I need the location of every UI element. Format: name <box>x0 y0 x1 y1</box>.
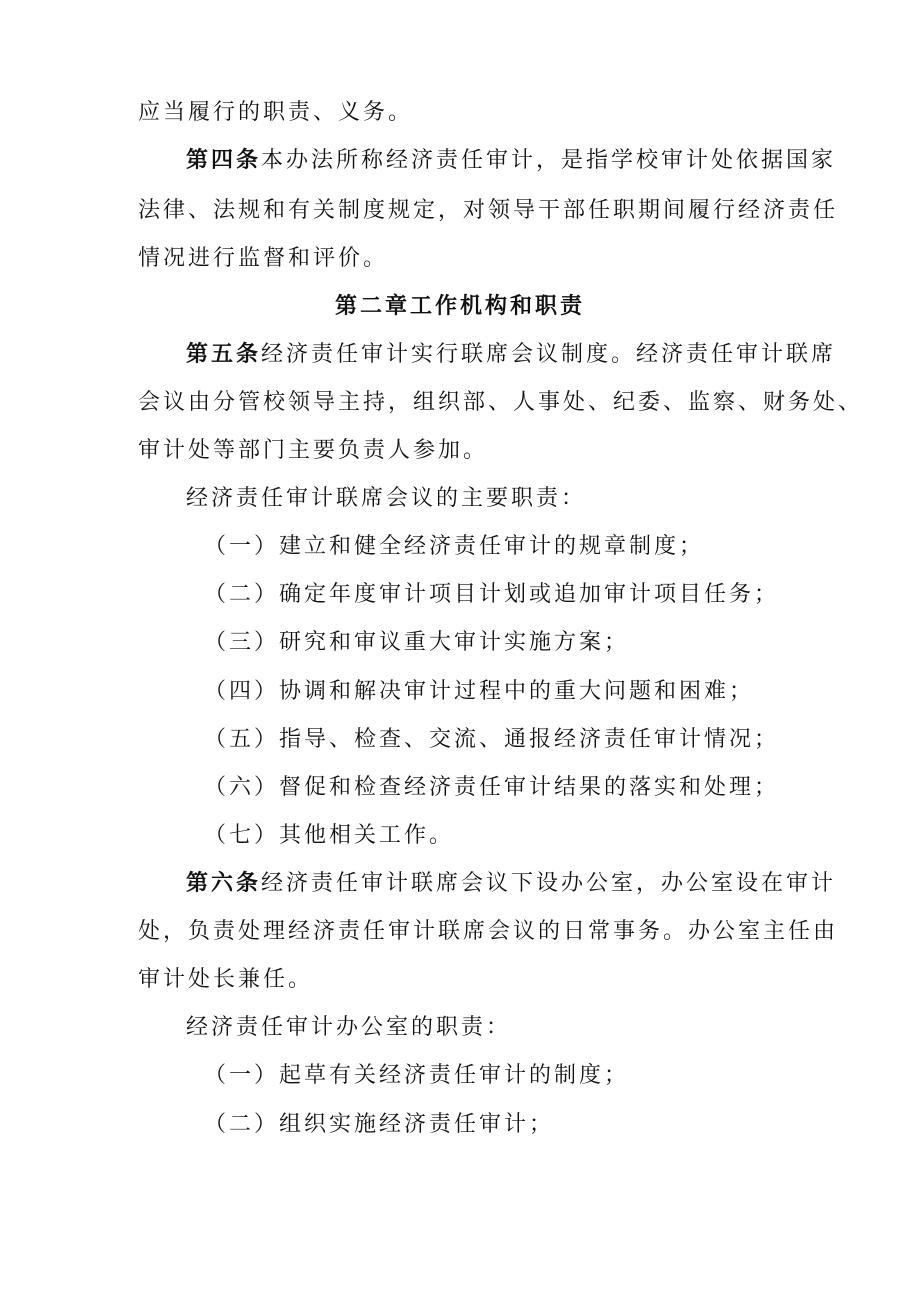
article-four-line <box>186 146 836 176</box>
article-text: 经济责任审计联席会议下设办公室，办公室设在审计 <box>261 871 837 896</box>
chapter-heading: 第二章工作机构和职责 <box>334 294 585 319</box>
list-item: （七）其他相关工作。 <box>204 823 455 848</box>
list-item: （一）建立和健全经济责任审计的规章制度； <box>204 534 705 559</box>
list-item: （一）起草有关经济责任审计的制度； <box>204 1063 630 1088</box>
article-label: 第六条 <box>186 871 262 896</box>
paragraph-line: 会议由分管校领导主持，组织部、人事处、纪委、监察、财务处、 <box>138 390 864 415</box>
list-item: （五）指导、检查、交流、通报经济责任审计情况； <box>204 727 780 752</box>
list-item: （四）协调和解决审计过程中的重大问题和困难； <box>204 679 755 704</box>
list-item: （三）研究和审议重大审计实施方案； <box>204 630 630 655</box>
article-text: 经济责任审计实行联席会议制度。经济责任审计联席 <box>261 342 837 367</box>
paragraph-line: 法律、法规和有关制度规定，对领导干部任职期间履行经济责任 <box>138 198 839 223</box>
article-six-line <box>186 869 836 899</box>
paragraph-line: 处，负责处理经济责任审计联席会议的日常事务。办公室主任由 <box>138 919 839 944</box>
list-item: （六）督促和检查经济责任审计结果的落实和处理； <box>204 775 780 800</box>
paragraph-line: 审计处长兼任。 <box>138 967 314 992</box>
article-label: 第五条 <box>186 342 262 367</box>
paragraph-line: 情况进行监督和评价。 <box>138 246 389 271</box>
list-item: （二）确定年度审计项目计划或追加审计项目任务； <box>204 582 780 607</box>
article-text: 本办法所称经济责任审计，是指学校审计处依据国家 <box>261 148 837 173</box>
list-item: （二）组织实施经济责任审计； <box>204 1112 555 1137</box>
paragraph-line: 经济责任审计办公室的职责： <box>186 1015 512 1040</box>
paragraph-line: 经济责任审计联席会议的主要职责： <box>186 486 587 511</box>
paragraph-line: 应当履行的职责、义务。 <box>138 100 414 125</box>
article-five-line <box>186 340 836 370</box>
paragraph-line: 审计处等部门主要负责人参加。 <box>138 438 489 463</box>
article-label: 第四条 <box>186 148 262 173</box>
